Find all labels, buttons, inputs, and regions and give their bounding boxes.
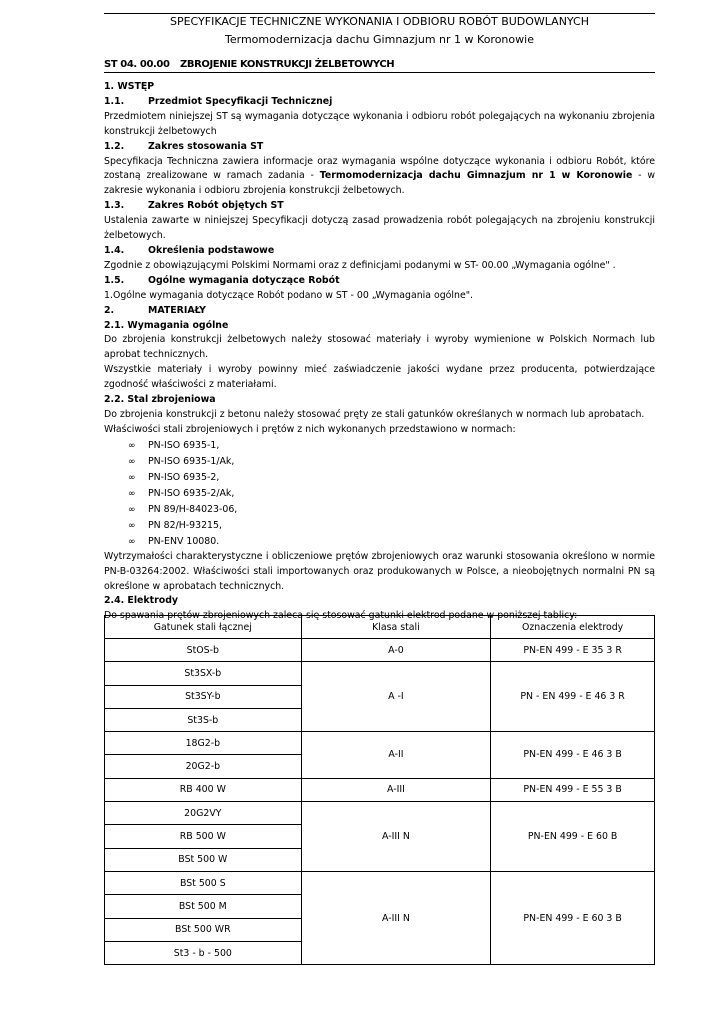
section-1-heading: 1. WSTĘP [104,81,155,92]
section-2-2-text-a: Do zbrojenia konstrukcji z betonu należy stosować pręty ze stali gatunków określanych w normach lub aprobatach. [104,408,645,420]
electrode-cell: PN-EN 499 - E 46 3 B [491,732,655,779]
electrodes-table [104,615,655,965]
electrode-cell: PN-EN 499 - E 35 3 R [491,639,655,662]
section-1-5-heading [104,274,655,289]
column-header: Klasa stali [301,616,491,639]
norm-text: PN-ISO 6935-1/Ak, [148,455,235,467]
infinity-bullet-icon: ∞ [128,504,136,515]
table-header-row [105,616,655,639]
section-title: Zakres stosowania ST [148,140,264,152]
list-item [128,486,655,502]
section-1-2-heading [104,140,655,155]
steel-cell: RB 500 W [105,825,302,848]
infinity-bullet-icon: ∞ [128,472,136,483]
steel-cell: StOS-b [105,639,302,662]
steel-cell: BSt 500 W [105,848,302,871]
section-number: 1.4. [104,244,125,256]
section-1-1-heading [104,95,655,110]
table-row [105,732,655,755]
table-row [105,802,655,825]
section-title: Ogólne wymagania dotyczące Robót [148,274,340,286]
steel-cell: St3S-b [105,708,302,731]
section-1-4-heading [104,244,655,259]
spec-content [104,80,655,624]
norm-text: PN-ISO 6935-2, [148,471,220,483]
steel-cell: BSt 500 WR [105,918,302,941]
document-title: SPECYFIKACJE TECHNICZNE WYKONANIA I ODBIORU ROBÓT BUDOWLANYCH [169,15,589,28]
class-cell: A-III [301,778,491,801]
section-title: Określenia podstawowe [148,244,275,256]
list-item [128,454,655,470]
text-part: Specyfikacja Techniczna zawiera informacje oraz wymagania wspólne dotyczące wykonania i odbioru Robót, które zostaną zrealizowane w ramach zadania - [104,155,655,182]
st-title: ZBROJENIE KONSTRUKCJI ŻELBETOWYCH [180,59,395,70]
section-2-2-heading: 2.2. Stal zbrojeniowa [104,394,216,406]
class-cell: A-III N [301,871,491,964]
section-1-4-text: Zgodnie z obowiązującymi Polskimi Normami oraz z definicjami podanymi w ST- 00.00 „Wymagania ogólne" . [104,259,616,271]
steel-cell: BSt 500 S [105,871,302,894]
infinity-bullet-icon: ∞ [128,536,136,547]
electrode-cell: PN-EN 499 - E 60 3 B [491,871,655,964]
electrode-cell: PN-EN 499 - E 60 B [491,802,655,872]
st-code: ST 04. 00.00 [104,59,170,70]
steel-cell: St3 - b - 500 [105,941,302,964]
section-1-3-heading [104,199,655,214]
norm-text: PN 82/H-93215, [148,519,222,531]
section-number: 1.2. [104,140,125,152]
section-title: MATERIAŁY [148,304,206,316]
infinity-bullet-icon: ∞ [128,456,136,467]
class-cell: A -I [301,662,491,732]
list-item [128,438,655,454]
infinity-bullet-icon: ∞ [128,520,136,531]
section-2-4-heading: 2.4. Elektrody [104,595,179,607]
electrode-cell: PN - EN 499 - E 46 3 R [491,662,655,732]
section-2-heading [104,304,655,319]
column-header: Gatunek stali łącznej [105,616,302,639]
column-header: Oznaczenia elektrody [491,616,655,639]
section-1-3-text: Ustalenia zawarte w niniejszej Specyfikacji dotyczą zasad prowadzenia robót polegających na zbrojeniu konstrukcji żelbetowych. [104,215,655,242]
steel-cell: 18G2-b [105,732,302,755]
document-subtitle: Termomodernizacja dachu Gimnazjum nr 1 w Koronowie [225,33,534,46]
steel-cell: BSt 500 M [105,895,302,918]
steel-cell: 20G2-b [105,755,302,778]
table-row [105,662,655,685]
list-item [128,502,655,518]
section-1-5-text: 1.Ogólne wymagania dotyczące Robót podano w ST - 00 „Wymagania ogólne". [104,289,474,301]
class-cell: A-II [301,732,491,779]
infinity-bullet-icon: ∞ [128,488,136,499]
table-row [105,639,655,662]
section-1-2-text [104,155,655,200]
norm-text: PN-ISO 6935-2/Ak, [148,487,235,499]
section-number: 1.1. [104,95,125,107]
section-title: Zakres Robót objętych ST [148,200,284,212]
project-name: Termomodernizacja dachu Gimnazjum nr 1 w Koronowie [319,170,633,182]
steel-cell: 20G2VY [105,802,302,825]
steel-cell: RB 400 W [105,778,302,801]
infinity-bullet-icon: ∞ [128,440,136,451]
class-cell: A-0 [301,639,491,662]
list-item [128,534,655,550]
section-title: Przedmiot Specyfikacji Technicznej [148,95,333,107]
steel-cell: St3SY-b [105,685,302,708]
table-row [105,778,655,801]
section-number: 2. [104,304,115,316]
st-heading [104,58,655,73]
section-2-1-text-b: Wszystkie materiały i wyroby powinny mieć zaświadczenie jakości wydane przez producenta, potwierdzające zgodność właściwości z materiałami. [104,364,655,391]
section-number: 1.5. [104,274,125,286]
table-row [105,871,655,894]
electrode-cell: PN-EN 499 - E 55 3 B [491,778,655,801]
norm-text: PN-ISO 6935-1, [148,439,220,451]
section-1-1-text: Przedmiotem niniejszej ST są wymagania dotyczące wykonania i odbioru robót polegających na wykonaniu zbrojenia konstrukcji żelbetowych [104,110,655,137]
steel-cell: St3SX-b [105,662,302,685]
class-cell: A-III N [301,802,491,872]
norms-list [104,438,655,550]
list-item [128,518,655,534]
section-2-1-heading: 2.1. Wymagania ogólne [104,319,229,331]
list-item [128,470,655,486]
section-2-4-text: Do spawania prętów zbrojeniowych zaleca się stosować gatunki elektrod podane w poniższej tablicy: [104,610,578,622]
text-part: - w zakresie wykonania i odbioru zbrojenia konstrukcji żelbetowych. [104,170,655,197]
norm-text: PN 89/H-84023-06, [148,503,238,515]
section-2-1-text-a: Do zbrojenia konstrukcji żelbetowych należy stosować materiały i wyroby wymienione w Polskich Normach lub aprobat technicznych. [104,334,655,361]
section-2-2-text-c: Wytrzymałości charakterystyczne i obliczeniowe prętów zbrojeniowych oraz warunki stosowania określono w normie PN-B-03264:2002. Właściwości stali importowanych oraz produkowanych w Polsce, a nieobojętnych normalni PN są określone w aprobatach technicznych. [104,550,655,592]
norm-text: PN-ENV 10080. [148,535,220,547]
section-2-2-text-b: Właściwości stali zbrojeniowych i prętów z nich wykonanych przedstawiono w normach: [104,423,516,435]
section-number: 1.3. [104,200,125,212]
